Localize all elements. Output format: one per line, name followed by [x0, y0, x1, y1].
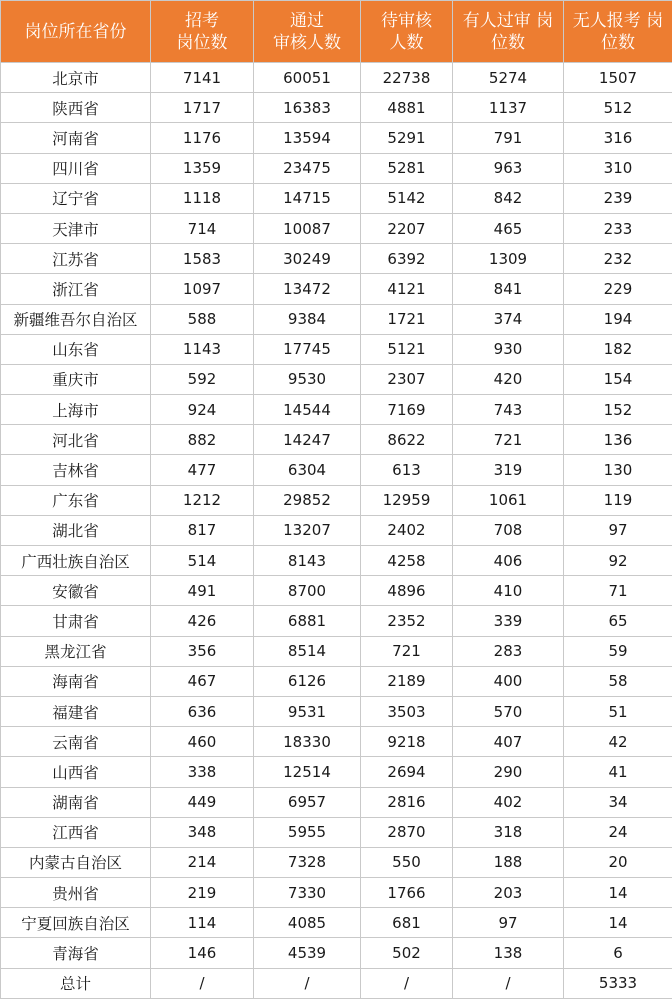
table-row	[1, 757, 672, 787]
cell-approved-count: 9384	[254, 304, 361, 334]
cell-approved-count: 60051	[254, 63, 361, 93]
cell-province: 陕西省	[1, 93, 151, 123]
cell-positions-with-approved: 138	[453, 938, 564, 968]
cell-approved-count: 14715	[254, 183, 361, 213]
cell-positions-with-approved: 402	[453, 787, 564, 817]
cell-positions-no-applicants: 97	[564, 515, 672, 545]
cell-recruit-positions: 219	[151, 878, 254, 908]
cell-approved-count: /	[254, 968, 361, 998]
cell-positions-with-approved: 283	[453, 636, 564, 666]
cell-approved-count: 18330	[254, 727, 361, 757]
cell-positions-with-approved: /	[453, 968, 564, 998]
cell-province: 北京市	[1, 63, 151, 93]
cell-approved-count: 8143	[254, 546, 361, 576]
cell-positions-no-applicants: 136	[564, 425, 672, 455]
cell-pending-count: 12959	[361, 485, 453, 515]
header-approved-count: 通过 审核人数	[254, 1, 361, 63]
cell-positions-with-approved: 420	[453, 364, 564, 394]
cell-province: 新疆维吾尔自治区	[1, 304, 151, 334]
cell-province: 江苏省	[1, 244, 151, 274]
cell-positions-with-approved: 318	[453, 817, 564, 847]
cell-recruit-positions: 114	[151, 908, 254, 938]
table-row	[1, 908, 672, 938]
table-row	[1, 636, 672, 666]
cell-pending-count: 7169	[361, 395, 453, 425]
cell-province: 浙江省	[1, 274, 151, 304]
cell-positions-with-approved: 5274	[453, 63, 564, 93]
cell-province: 重庆市	[1, 364, 151, 394]
header-positions-with-approved: 有人过审 岗 位数	[453, 1, 564, 63]
cell-positions-no-applicants: 41	[564, 757, 672, 787]
cell-province: 湖南省	[1, 787, 151, 817]
header-positions-no-applicants: 无人报考 岗 位数	[564, 1, 672, 63]
cell-pending-count: 1766	[361, 878, 453, 908]
table-row	[1, 485, 672, 515]
cell-recruit-positions: 460	[151, 727, 254, 757]
cell-approved-count: 8514	[254, 636, 361, 666]
cell-pending-count: 4121	[361, 274, 453, 304]
cell-pending-count: 5121	[361, 334, 453, 364]
cell-positions-no-applicants: 154	[564, 364, 672, 394]
table-row	[1, 606, 672, 636]
cell-recruit-positions: 467	[151, 666, 254, 696]
table-row	[1, 153, 672, 183]
cell-pending-count: 4258	[361, 546, 453, 576]
table-row	[1, 63, 672, 93]
cell-approved-count: 6126	[254, 666, 361, 696]
cell-positions-with-approved: 1309	[453, 244, 564, 274]
cell-pending-count: 5281	[361, 153, 453, 183]
cell-positions-no-applicants: 152	[564, 395, 672, 425]
table-row	[1, 515, 672, 545]
cell-pending-count: 502	[361, 938, 453, 968]
cell-pending-count: 2307	[361, 364, 453, 394]
cell-positions-no-applicants: 51	[564, 696, 672, 726]
cell-positions-no-applicants: 14	[564, 878, 672, 908]
cell-positions-no-applicants: 1507	[564, 63, 672, 93]
cell-pending-count: 2352	[361, 606, 453, 636]
cell-pending-count: 8622	[361, 425, 453, 455]
cell-positions-no-applicants: 14	[564, 908, 672, 938]
cell-province: 辽宁省	[1, 183, 151, 213]
cell-province: 山东省	[1, 334, 151, 364]
cell-positions-no-applicants: 59	[564, 636, 672, 666]
cell-province: 宁夏回族自治区	[1, 908, 151, 938]
table-row	[1, 334, 672, 364]
cell-pending-count: 6392	[361, 244, 453, 274]
cell-province: 海南省	[1, 666, 151, 696]
cell-recruit-positions: 1143	[151, 334, 254, 364]
cell-positions-no-applicants: 130	[564, 455, 672, 485]
cell-recruit-positions: 1097	[151, 274, 254, 304]
cell-province: 河北省	[1, 425, 151, 455]
cell-recruit-positions: 477	[151, 455, 254, 485]
cell-positions-no-applicants: 92	[564, 546, 672, 576]
cell-province: 山西省	[1, 757, 151, 787]
cell-pending-count: 22738	[361, 63, 453, 93]
cell-pending-count: 5142	[361, 183, 453, 213]
header-row	[1, 1, 672, 63]
cell-positions-no-applicants: 34	[564, 787, 672, 817]
cell-recruit-positions: 636	[151, 696, 254, 726]
header-recruit-positions: 招考 岗位数	[151, 1, 254, 63]
cell-positions-with-approved: 842	[453, 183, 564, 213]
cell-positions-with-approved: 407	[453, 727, 564, 757]
cell-recruit-positions: 491	[151, 576, 254, 606]
cell-province: 广西壮族自治区	[1, 546, 151, 576]
header-province: 岗位所在省份	[1, 1, 151, 63]
cell-approved-count: 7328	[254, 847, 361, 877]
cell-pending-count: 2207	[361, 213, 453, 243]
cell-approved-count: 4539	[254, 938, 361, 968]
cell-positions-no-applicants: 6	[564, 938, 672, 968]
cell-approved-count: 5955	[254, 817, 361, 847]
cell-province: 河南省	[1, 123, 151, 153]
cell-positions-with-approved: 841	[453, 274, 564, 304]
table-row	[1, 93, 672, 123]
cell-recruit-positions: 356	[151, 636, 254, 666]
cell-province: 四川省	[1, 153, 151, 183]
table-row	[1, 274, 672, 304]
cell-approved-count: 9530	[254, 364, 361, 394]
cell-pending-count: 2816	[361, 787, 453, 817]
cell-recruit-positions: 1118	[151, 183, 254, 213]
cell-positions-with-approved: 400	[453, 666, 564, 696]
cell-province: 广东省	[1, 485, 151, 515]
cell-recruit-positions: /	[151, 968, 254, 998]
table-row	[1, 847, 672, 877]
table-row	[1, 878, 672, 908]
cell-approved-count: 14247	[254, 425, 361, 455]
cell-province: 内蒙古自治区	[1, 847, 151, 877]
cell-province: 吉林省	[1, 455, 151, 485]
cell-pending-count: 4896	[361, 576, 453, 606]
cell-approved-count: 13472	[254, 274, 361, 304]
cell-pending-count: 2189	[361, 666, 453, 696]
cell-province: 云南省	[1, 727, 151, 757]
cell-recruit-positions: 514	[151, 546, 254, 576]
cell-approved-count: 10087	[254, 213, 361, 243]
cell-recruit-positions: 214	[151, 847, 254, 877]
cell-province: 安徽省	[1, 576, 151, 606]
table-row	[1, 364, 672, 394]
cell-recruit-positions: 588	[151, 304, 254, 334]
cell-province: 福建省	[1, 696, 151, 726]
cell-recruit-positions: 338	[151, 757, 254, 787]
cell-approved-count: 17745	[254, 334, 361, 364]
cell-positions-with-approved: 406	[453, 546, 564, 576]
table-row	[1, 666, 672, 696]
cell-pending-count: 3503	[361, 696, 453, 726]
table-row	[1, 183, 672, 213]
cell-positions-with-approved: 963	[453, 153, 564, 183]
cell-approved-count: 16383	[254, 93, 361, 123]
cell-positions-no-applicants: 24	[564, 817, 672, 847]
cell-approved-count: 13594	[254, 123, 361, 153]
cell-positions-with-approved: 743	[453, 395, 564, 425]
total-row	[1, 968, 672, 998]
cell-positions-no-applicants: 310	[564, 153, 672, 183]
cell-positions-with-approved: 319	[453, 455, 564, 485]
cell-province: 上海市	[1, 395, 151, 425]
cell-recruit-positions: 924	[151, 395, 254, 425]
cell-positions-no-applicants: 233	[564, 213, 672, 243]
cell-positions-with-approved: 339	[453, 606, 564, 636]
cell-positions-with-approved: 1061	[453, 485, 564, 515]
cell-approved-count: 14544	[254, 395, 361, 425]
cell-recruit-positions: 817	[151, 515, 254, 545]
cell-province: 贵州省	[1, 878, 151, 908]
cell-pending-count: 4881	[361, 93, 453, 123]
cell-positions-no-applicants: 182	[564, 334, 672, 364]
cell-approved-count: 30249	[254, 244, 361, 274]
cell-province: 青海省	[1, 938, 151, 968]
cell-recruit-positions: 426	[151, 606, 254, 636]
table-row	[1, 938, 672, 968]
cell-approved-count: 6957	[254, 787, 361, 817]
cell-pending-count: 2694	[361, 757, 453, 787]
cell-pending-count: 550	[361, 847, 453, 877]
cell-positions-with-approved: 374	[453, 304, 564, 334]
cell-positions-no-applicants: 65	[564, 606, 672, 636]
cell-recruit-positions: 1212	[151, 485, 254, 515]
cell-recruit-positions: 7141	[151, 63, 254, 93]
cell-positions-no-applicants: 316	[564, 123, 672, 153]
cell-recruit-positions: 1176	[151, 123, 254, 153]
cell-positions-no-applicants: 5333	[564, 968, 672, 998]
cell-approved-count: 4085	[254, 908, 361, 938]
cell-recruit-positions: 1583	[151, 244, 254, 274]
cell-positions-no-applicants: 58	[564, 666, 672, 696]
cell-province: 黑龙江省	[1, 636, 151, 666]
cell-positions-no-applicants: 239	[564, 183, 672, 213]
cell-positions-no-applicants: 71	[564, 576, 672, 606]
cell-approved-count: 8700	[254, 576, 361, 606]
cell-recruit-positions: 592	[151, 364, 254, 394]
cell-positions-no-applicants: 232	[564, 244, 672, 274]
cell-positions-with-approved: 203	[453, 878, 564, 908]
cell-positions-no-applicants: 42	[564, 727, 672, 757]
table-row	[1, 817, 672, 847]
cell-recruit-positions: 449	[151, 787, 254, 817]
cell-positions-with-approved: 290	[453, 757, 564, 787]
cell-pending-count: 2402	[361, 515, 453, 545]
cell-recruit-positions: 1359	[151, 153, 254, 183]
cell-province: 湖北省	[1, 515, 151, 545]
cell-positions-with-approved: 465	[453, 213, 564, 243]
table-row	[1, 576, 672, 606]
cell-recruit-positions: 714	[151, 213, 254, 243]
cell-province: 甘肃省	[1, 606, 151, 636]
table-row	[1, 546, 672, 576]
cell-positions-no-applicants: 119	[564, 485, 672, 515]
cell-province: 江西省	[1, 817, 151, 847]
cell-positions-with-approved: 721	[453, 425, 564, 455]
cell-approved-count: 7330	[254, 878, 361, 908]
cell-positions-with-approved: 791	[453, 123, 564, 153]
cell-positions-with-approved: 97	[453, 908, 564, 938]
cell-approved-count: 23475	[254, 153, 361, 183]
table-row	[1, 727, 672, 757]
table-row	[1, 304, 672, 334]
cell-recruit-positions: 882	[151, 425, 254, 455]
table-row	[1, 123, 672, 153]
cell-positions-with-approved: 188	[453, 847, 564, 877]
cell-pending-count: 613	[361, 455, 453, 485]
cell-positions-no-applicants: 20	[564, 847, 672, 877]
cell-pending-count: 9218	[361, 727, 453, 757]
cell-positions-with-approved: 1137	[453, 93, 564, 123]
cell-approved-count: 29852	[254, 485, 361, 515]
cell-positions-with-approved: 570	[453, 696, 564, 726]
table-row	[1, 425, 672, 455]
cell-pending-count: /	[361, 968, 453, 998]
cell-approved-count: 12514	[254, 757, 361, 787]
cell-approved-count: 6304	[254, 455, 361, 485]
table-body	[1, 63, 672, 999]
table-row	[1, 213, 672, 243]
table-row	[1, 455, 672, 485]
cell-pending-count: 1721	[361, 304, 453, 334]
cell-approved-count: 13207	[254, 515, 361, 545]
cell-positions-no-applicants: 229	[564, 274, 672, 304]
table-header	[1, 1, 672, 63]
cell-pending-count: 2870	[361, 817, 453, 847]
cell-recruit-positions: 146	[151, 938, 254, 968]
cell-positions-no-applicants: 512	[564, 93, 672, 123]
cell-approved-count: 9531	[254, 696, 361, 726]
cell-positions-no-applicants: 194	[564, 304, 672, 334]
table-row	[1, 395, 672, 425]
table-row	[1, 787, 672, 817]
cell-pending-count: 5291	[361, 123, 453, 153]
cell-province: 总计	[1, 968, 151, 998]
cell-recruit-positions: 1717	[151, 93, 254, 123]
cell-approved-count: 6881	[254, 606, 361, 636]
cell-province: 天津市	[1, 213, 151, 243]
cell-positions-with-approved: 708	[453, 515, 564, 545]
cell-positions-with-approved: 930	[453, 334, 564, 364]
cell-pending-count: 681	[361, 908, 453, 938]
table-row	[1, 244, 672, 274]
table-row	[1, 696, 672, 726]
cell-recruit-positions: 348	[151, 817, 254, 847]
header-pending-count: 待审核 人数	[361, 1, 453, 63]
cell-pending-count: 721	[361, 636, 453, 666]
cell-positions-with-approved: 410	[453, 576, 564, 606]
